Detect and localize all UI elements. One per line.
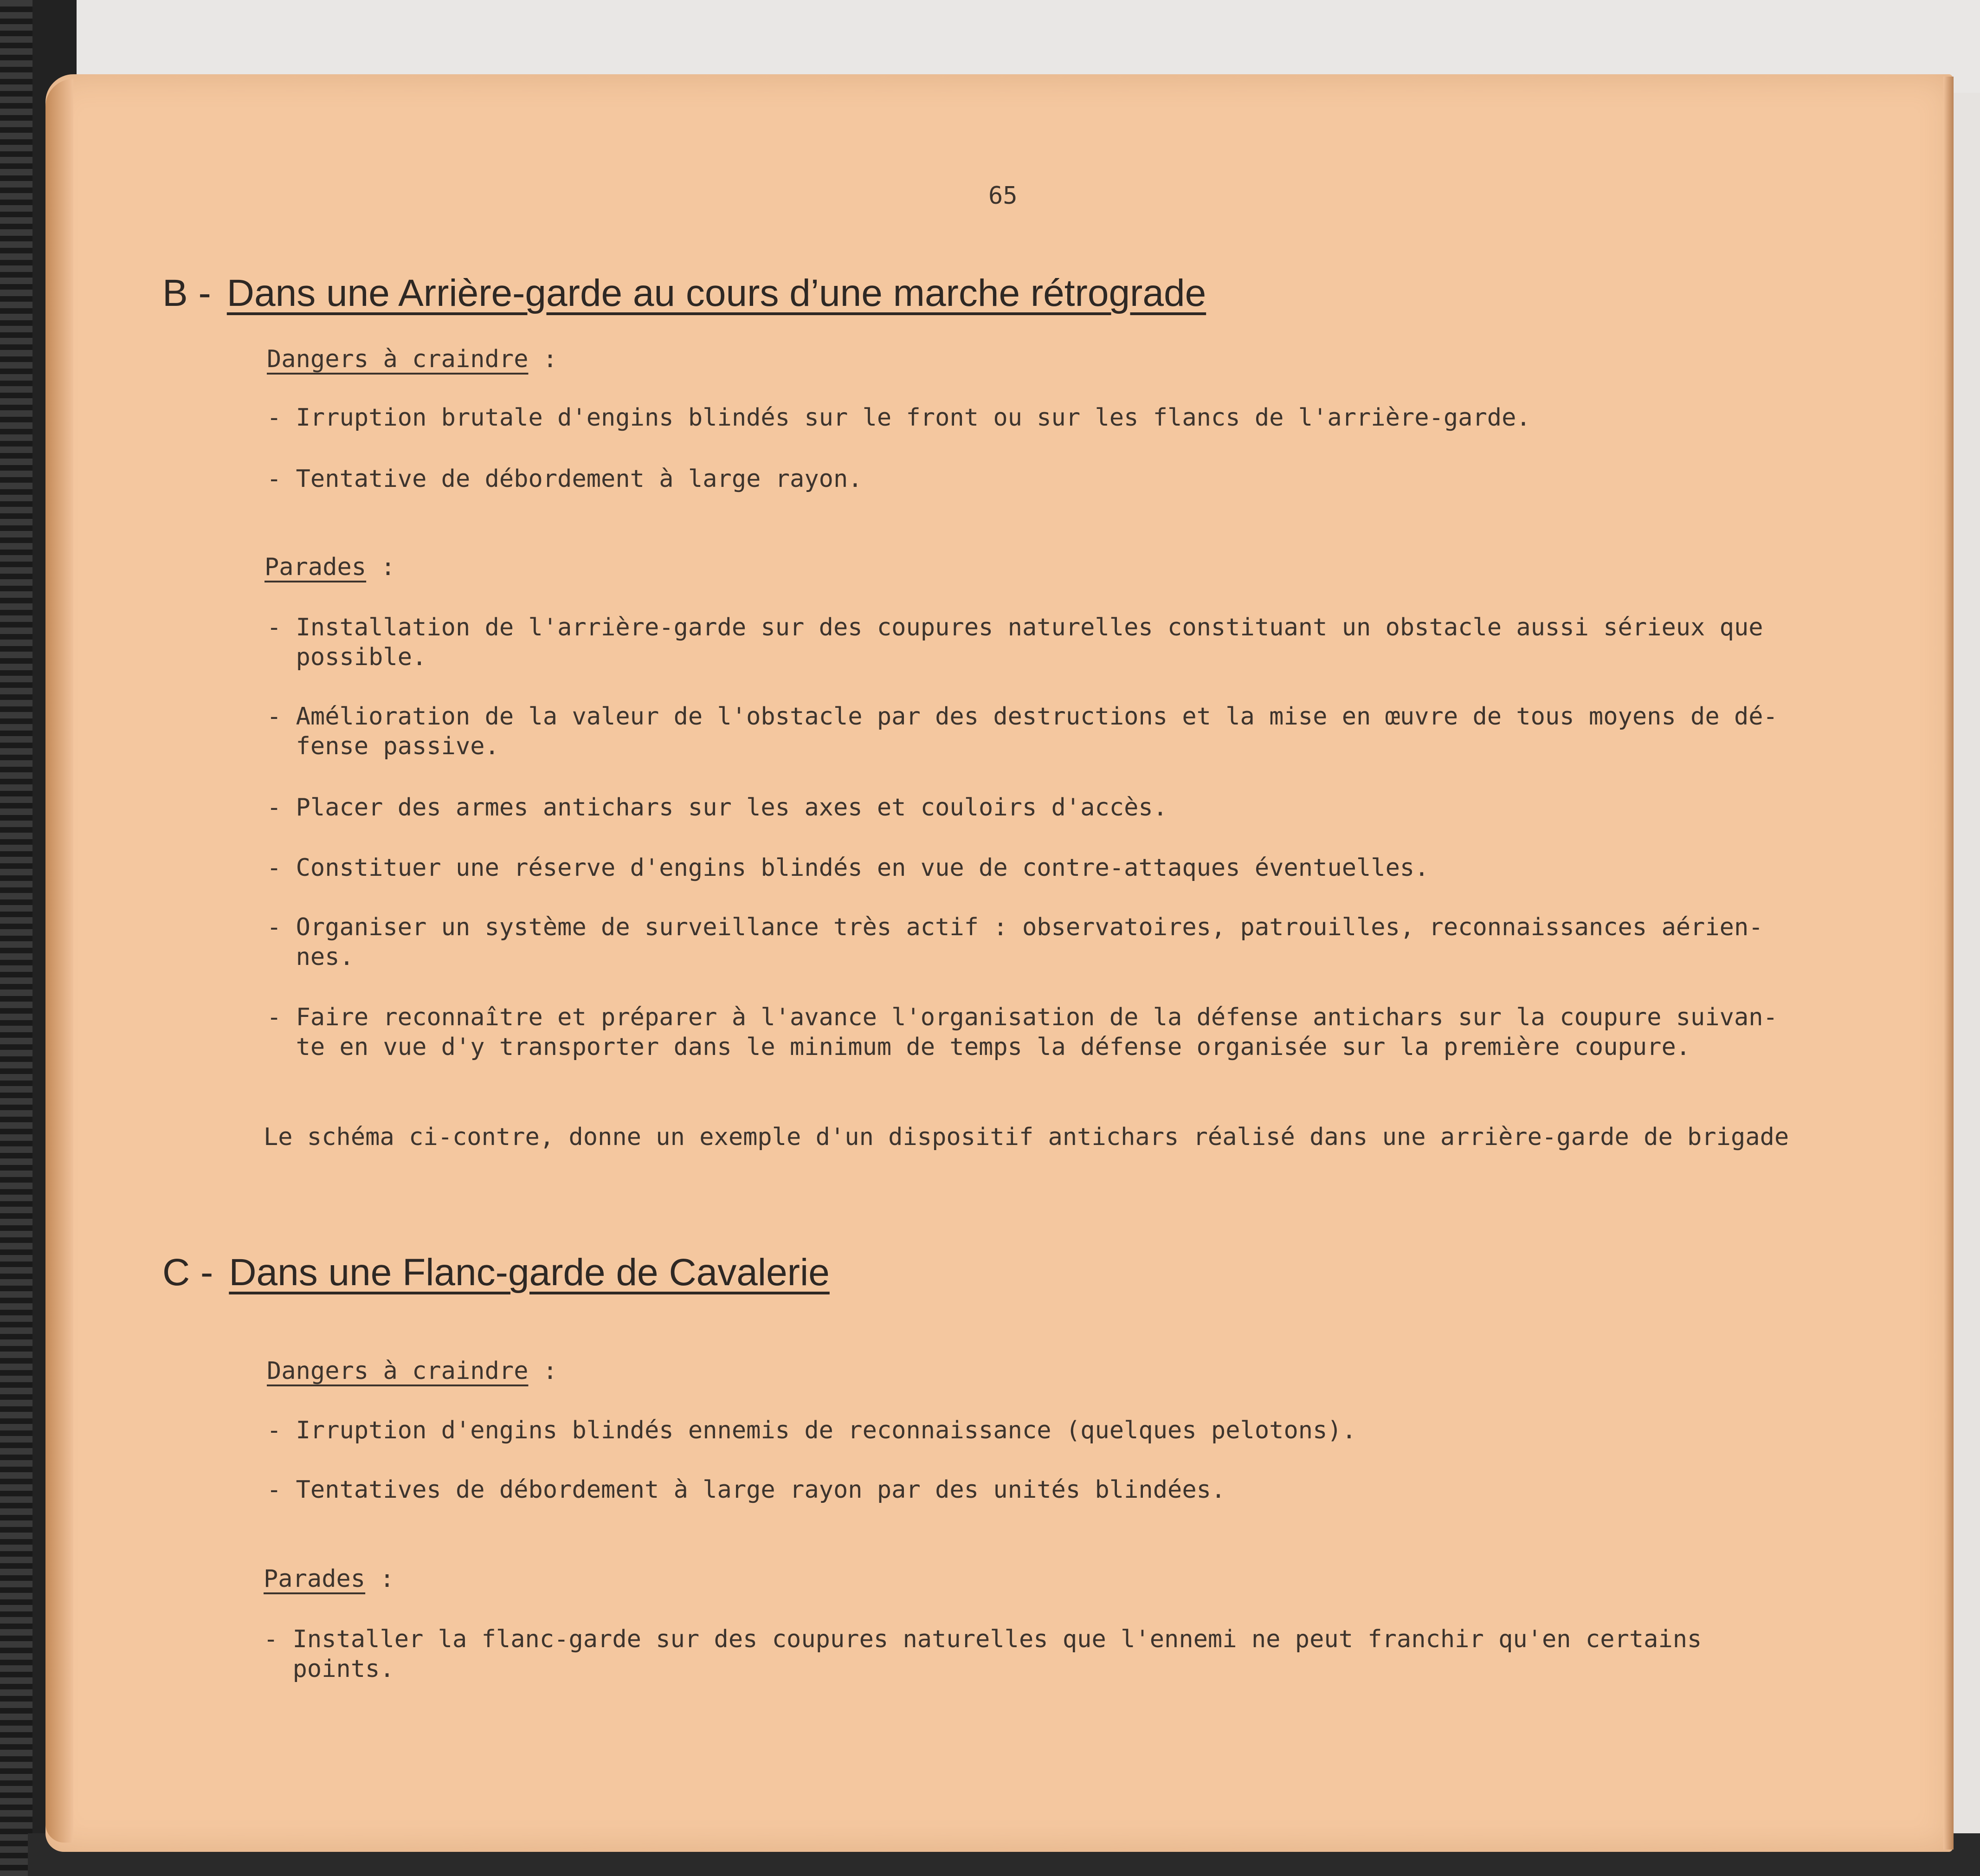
parade-item-line: - Placer des armes antichars sur les axes et couloirs d'accès. — [267, 794, 1168, 822]
section-b-dangers-heading — [267, 344, 557, 374]
dangers-colon: : — [542, 345, 558, 373]
parade-item-line: points. — [264, 1655, 394, 1683]
dangers-label: Dangers à craindre — [267, 345, 529, 373]
parade-item-line: - Installation de l'arrière-garde sur des coupures naturelles constituant un obstacle aussi sérieux que — [267, 614, 1763, 641]
page-number: 65 — [988, 182, 1018, 210]
section-c-heading — [162, 1251, 830, 1294]
parade-item-line: - Constituer une réserve d'engins blindés en vue de contre-attaques éventuelles. — [267, 854, 1429, 882]
parades-colon: : — [380, 1565, 394, 1593]
parade-item-line: - Installer la flanc-garde sur des coupures naturelles que l'ennemi ne peut franchir qu'en certains — [264, 1625, 1702, 1653]
dangers-colon: : — [542, 1357, 558, 1385]
danger-item: - Irruption d'engins blindés ennemis de reconnaissance (quelques pelotons). — [267, 1417, 1356, 1444]
danger-item: - Tentative de débordement à large rayon. — [267, 465, 863, 493]
section-b-heading — [162, 272, 1206, 315]
page-gutter-curl — [45, 79, 73, 1843]
parades-colon: : — [381, 553, 395, 581]
parade-item-line: te en vue d'y transporter dans le minimum de temps la défense organisée sur la première coupure. — [267, 1033, 1691, 1061]
parade-item-line: - Faire reconnaître et préparer à l'avance l'organisation de la défense antichars sur la coupure suivan- — [267, 1003, 1778, 1031]
parades-label: Parades — [264, 1565, 366, 1593]
section-b-parades-heading — [264, 552, 395, 582]
section-c-parades-heading — [264, 1564, 394, 1594]
section-b-note: Le schéma ci-contre, donne un exemple d'un dispositif antichars réalisé dans une arrière-garde de brigade — [264, 1123, 1789, 1151]
binding-cloth — [0, 0, 32, 1876]
section-c-dangers-heading — [267, 1356, 557, 1386]
section-b-letter: B - — [162, 272, 211, 314]
section-c-title: Dans une Flanc-garde de Cavalerie — [229, 1251, 830, 1294]
danger-item: - Irruption brutale d'engins blindés sur le front ou sur les flancs de l'arrière-garde. — [267, 404, 1531, 432]
danger-item: - Tentatives de débordement à large rayon par des unités blindées. — [267, 1476, 1226, 1504]
parade-item-line: possible. — [267, 643, 427, 671]
parade-item-line: - Amélioration de la valeur de l'obstacle par des destructions et la mise en œuvre de tous moyens de dé- — [267, 703, 1778, 731]
section-c-letter: C - — [162, 1251, 213, 1294]
page-fore-edge — [1943, 77, 1954, 1850]
parade-item-line: fense passive. — [267, 732, 499, 760]
parades-label: Parades — [264, 553, 367, 581]
parade-item-line: nes. — [267, 943, 354, 971]
dangers-label: Dangers à craindre — [267, 1357, 529, 1385]
section-b-title: Dans une Arrière-garde au cours d’une marche rétrograde — [226, 272, 1206, 314]
parade-item-line: - Organiser un système de surveillance très actif : observatoires, patrouilles, reconnaissances aérien- — [267, 913, 1763, 941]
